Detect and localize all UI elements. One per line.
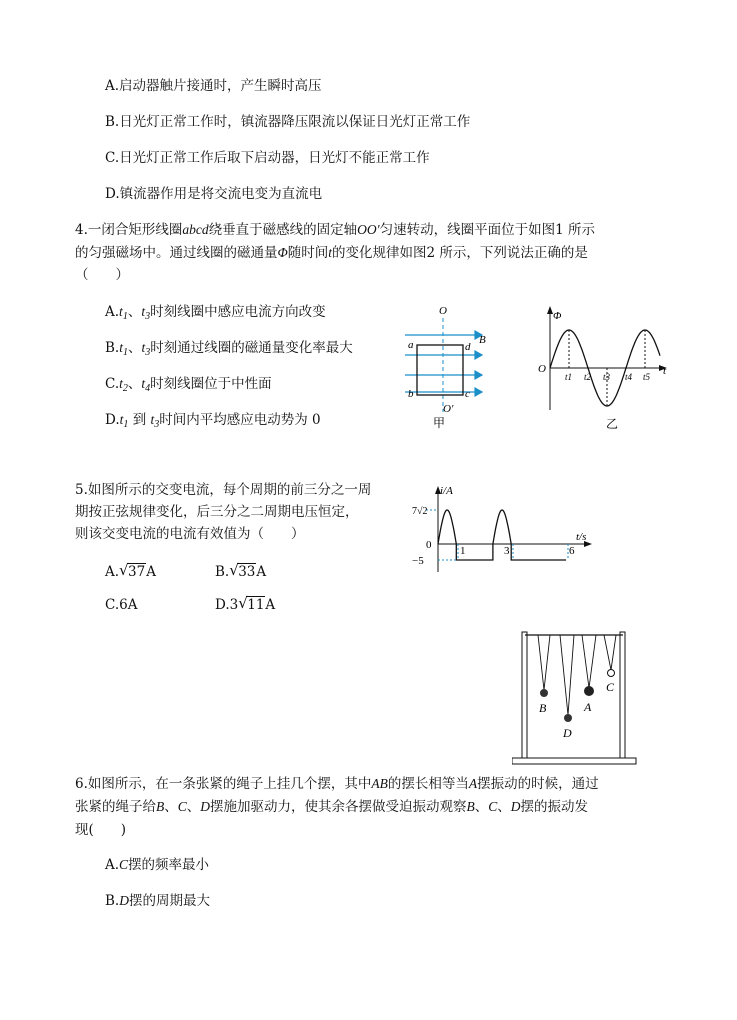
q6-option-b: B.D摆的周期最大 bbox=[105, 893, 210, 909]
q5-option-b: B. √ 33A bbox=[215, 561, 267, 580]
q5-stem-line3: 则该交变电流的电流有效值为（ ） bbox=[75, 526, 305, 542]
fig2-tick-t3: t3 bbox=[603, 372, 611, 382]
fig1-label-o-prime: O′ bbox=[443, 403, 454, 415]
q4-option-c: $C.t_2$、$t_4$时刻线圈位于中性面 bbox=[105, 376, 272, 394]
q5-tick-neg: −5 bbox=[412, 555, 424, 567]
q3-option-d: D.镇流器作用是将交流电变为直流电 bbox=[105, 186, 323, 202]
pendulum-a-bob bbox=[584, 686, 594, 696]
fig2-label-origin: O bbox=[538, 363, 546, 375]
fig1-label-b-field: B bbox=[479, 334, 486, 346]
q4-option-d: $D.t_1$ 到 $t_3$时间内平均感应电动势为 0 bbox=[105, 412, 321, 430]
q5-tick-peak: 7√2 bbox=[412, 506, 428, 517]
fig2-tick-t1: t1 bbox=[565, 372, 573, 382]
q5-axis-ylabel: i/A bbox=[440, 485, 453, 497]
q6-stem-line3: 现( ) bbox=[75, 822, 127, 838]
fig2-tick-t4: t4 bbox=[625, 372, 633, 382]
fig1-caption: 甲 bbox=[433, 416, 446, 430]
fig1-label-o: O bbox=[439, 305, 447, 317]
q3-option-a: A.启动器触片接通时，产生瞬时高压 bbox=[105, 78, 322, 94]
fig1-label-a: a bbox=[408, 339, 414, 351]
q5-stem-line1: 5.如图所示的交变电流，每个周期的前三分之一周 bbox=[75, 482, 372, 498]
q4-stem-line1: 4.一闭合矩形线圈abcd绕垂直于磁感线的固定轴OO′匀速转动，线圈平面位于如图1 所示 bbox=[75, 222, 595, 238]
q5-tick-zero: 0 bbox=[426, 539, 432, 551]
q4-figure-flux-graph bbox=[535, 300, 675, 435]
q6-stem-line2: 张紧的绳子给B、C、D摆施加驱动力，使其余各摆做受迫振动观察B、C、D摆的振动发 bbox=[75, 799, 589, 815]
q4-option-a: $A.t_1$、$t_3$时刻线圈中感应电流方向改变 bbox=[105, 304, 326, 322]
current-waveform bbox=[438, 510, 566, 560]
q4-stem-line2: 的匀强磁场中。通过线圈的磁通量Φ随时间t的变化规律如图2 所示，下列说法正确的是 bbox=[75, 245, 588, 261]
q5-xtick-3: 3 bbox=[504, 545, 510, 557]
q4-figure-coil bbox=[395, 300, 505, 435]
q3-option-b: B.日光灯正常工作时，镇流器降压限流以保证日光灯正常工作 bbox=[105, 114, 471, 130]
q4-option-b: $B.t_1$、$t_3$时刻通过线圈的磁通量变化率最大 bbox=[105, 340, 353, 358]
pendulum-b-bob bbox=[540, 689, 548, 697]
pendulum-label-a: A bbox=[584, 700, 592, 714]
fig1-label-d: d bbox=[465, 341, 471, 353]
q5-xtick-1: 1 bbox=[460, 545, 466, 557]
q5-option-a: A. √ 37A bbox=[105, 561, 156, 580]
fig2-label-phi: Φ bbox=[553, 310, 562, 322]
fig2-tick-t2: t2 bbox=[584, 372, 592, 382]
fig2-label-t: t bbox=[663, 365, 667, 377]
q6-pendulum-figure bbox=[512, 628, 640, 773]
q6-stem-line1: 6.如图所示，在一条张紧的绳子上挂几个摆，其中AB的摆长相等当A摆振动的时候，通过 bbox=[75, 776, 599, 792]
q5-axis-xlabel: t/s bbox=[576, 531, 587, 543]
fig1-label-b: b bbox=[408, 388, 414, 400]
pendulum-label-c: C bbox=[606, 680, 615, 694]
q4-answer-blank: （ ） bbox=[75, 267, 129, 283]
pendulum-label-b: B bbox=[539, 701, 547, 715]
q5-option-d: D.3 √ 11A bbox=[215, 594, 276, 613]
q3-option-c: C.日光灯正常工作后取下启动器，日光灯不能正常工作 bbox=[105, 150, 430, 166]
fig1-label-c: c bbox=[465, 388, 470, 400]
q5-stem-line2: 期按正弦规律变化，后三分之二周期电压恒定， bbox=[75, 504, 359, 520]
pendulum-d-bob bbox=[564, 714, 572, 722]
fig2-tick-t5: t5 bbox=[643, 372, 651, 382]
fig2-caption: 乙 bbox=[606, 417, 619, 431]
q5-xtick-6: 6 bbox=[569, 545, 575, 557]
pendulum-label-d: D bbox=[563, 726, 572, 740]
pendulum-c-bob bbox=[608, 670, 615, 677]
q6-option-a: A.C摆的频率最小 bbox=[105, 857, 210, 873]
q5-option-c: C.6A bbox=[105, 597, 138, 613]
q5-current-graph bbox=[410, 482, 595, 574]
